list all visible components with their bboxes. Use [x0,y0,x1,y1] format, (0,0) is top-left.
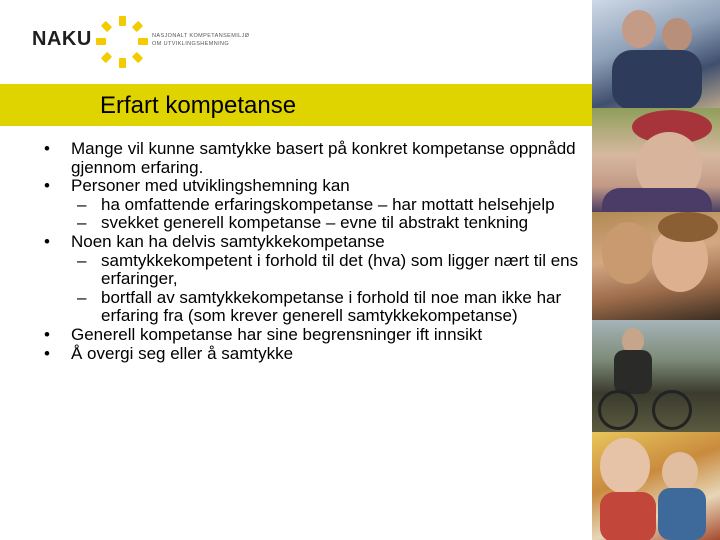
logo-wordmark: NAKU [32,28,92,50]
bullet-marker: • [44,139,50,158]
sub-bullet-item [44,196,592,215]
sub-bullet-text: bortfall av samtykkekompetanse i forhold til noe man ikke har erfaring fra (som krever generell samtykkekompetanse) [101,287,562,326]
title-bar [0,84,600,126]
sub-bullet-text: svekket generell kompetanse – evne til abstrakt tenkning [101,213,529,233]
bullet-text: Noen kan ha delvis samtykkekompetanse [71,231,385,251]
sub-bullet-item [44,289,592,326]
bullet-marker: • [44,231,50,251]
bullet-text: Personer med utviklingshemning kan [71,176,350,196]
photo-snow-scene [592,0,720,108]
sub-bullet-text: ha omfattende erfaringskompetanse – har mottatt helsehjelp [101,194,555,214]
bullet-marker: • [44,324,50,344]
photo-couple [592,212,720,320]
slide-title: Erfart kompetanse [100,92,297,119]
sub-bullet-text: samtykkekompetent i forhold til det (hva) som ligger nært til ens erfaringer, [101,250,579,289]
photo-strip [592,0,720,540]
bullet-text: Å overgi seg eller å samtykke [71,343,294,363]
logo-subtitle [152,32,249,48]
dash-marker: – [77,287,87,307]
sun-logo-icon [94,14,150,70]
logo-subtitle-line1: NASJONALT KOMPETANSEMILJØ [152,33,250,39]
bullet-item [44,345,592,364]
bullet-item [44,140,592,177]
bullet-item [44,177,592,196]
dash-marker: – [77,194,87,214]
bullet-item [44,326,592,345]
photo-person-bicycle [592,320,720,432]
naku-logo [30,14,260,70]
photo-children [592,432,720,540]
logo-subtitle-line2: OM UTVIKLINGSHEMNING [152,41,230,47]
bullet-list [44,140,592,363]
sub-bullet-item [44,252,592,289]
bullet-text: Mange vil kunne samtykke basert på konkret kompetanse oppnådd gjennom erfaring. [71,139,576,177]
bullet-marker: • [44,176,50,196]
bullet-text: Generell kompetanse har sine begrensninger ift innsikt [71,324,483,344]
bullet-marker: • [44,343,50,363]
bullet-item [44,233,592,252]
dash-marker: – [77,250,87,270]
dash-marker: – [77,213,87,233]
photo-elderly-woman [592,108,720,212]
sub-bullet-item [44,214,592,233]
